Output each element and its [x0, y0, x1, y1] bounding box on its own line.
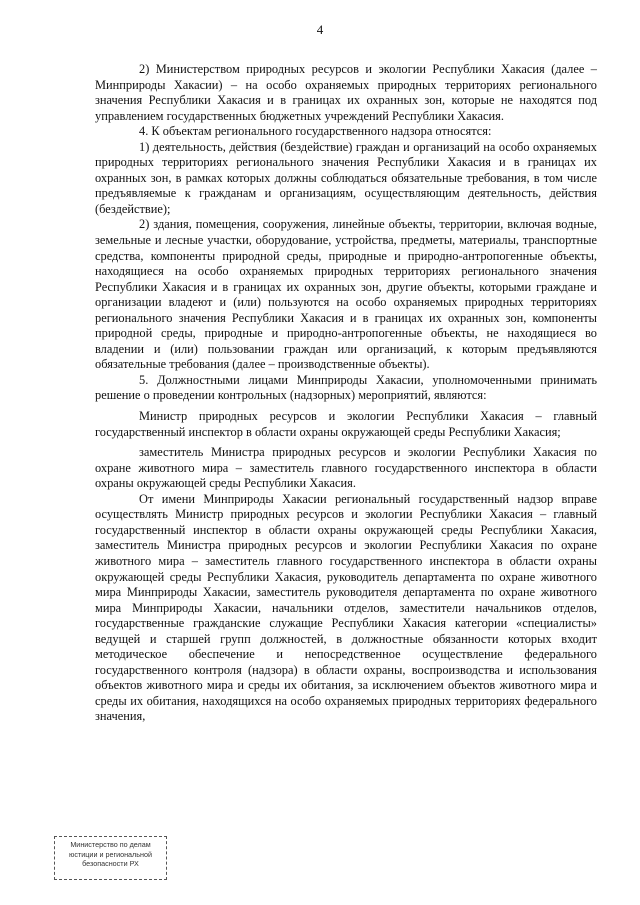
- paragraph-minister: Министр природных ресурсов и экологии Республики Хакасия – главный государственный инспектор в области охраны окружающей среды Республики Хакасия;: [95, 409, 597, 439]
- stamp-line: юстиции и региональной: [69, 849, 152, 859]
- paragraph-section-4: 4. К объектам регионального государственного надзора относятся:: [139, 124, 492, 139]
- page-number: 4: [316, 22, 324, 37]
- stamp-line: Министерство по делам: [70, 840, 151, 849]
- paragraph-supervision-officials: От имени Минприроды Хакасии региональный государственный надзор вправе осуществлять Министр природных ресурсов и экологии Республики Хакасия – главный государственный инспектор в области охраны окружающей среды Республики Хакасия, заместитель Министра природных ресурсов и экологии Республики Хакасия по охране животного мира – заместитель главного государственного инспектора в области охраны окружающей среды Республики Хакасия, руководитель департамента по охране животного мира Минприроды Хакасии, заместитель руководителя департамента по охране животного мира Минприроды Хакасии, начальники отделов, заместители начальников отделов, государственные гражданские служащие Республики Хакасия категории «специалисты» ведущей и старшей групп должностей, в должностные обязанности которых входит методическое обеспечение и непосредственное осуществление федерального государственного контроля (надзора) в области охраны, воспроизводства и использования объектов животного мира и среды их обитания, за исключением объектов животного мира и среды их обитания, находящихся на особо охраняемых природных территориях федерального значения,: [95, 491, 597, 724]
- paragraph-section-5: 5. Должностными лицами Минприроды Хакасии, уполномоченными принимать решение о проведении контрольных (надзорных) мероприятий, являются:: [95, 372, 597, 403]
- paragraph-item-2-objects: 2) здания, помещения, сооружения, линейные объекты, территории, включая водные, земельные и лесные участки, оборудование, устройства, предметы, материалы, транспортные средства, компоненты природной среды, природные и природно-антропогенные объекты, находящиеся на особо охраняемых природных территориях регионального значения Республики Хакасия и в границах их охранных зон, другие объекты, которыми граждане и организации владеют и (или) пользуются на особо охраняемых природных территориях регионального значения Республики Хакасия и в границах их охранных зон, компоненты природной среды, природные и природно-антропогенные объекты, не находящиеся во владении и (или) пользовании граждан или организаций, к которым предъявляются обязательные требования (далее – производственные объекты).: [95, 217, 597, 372]
- stamp-line: безопасности РХ: [82, 859, 139, 868]
- paragraph-item-2: 2) Министерством природных ресурсов и экологии Республики Хакасия (далее – Минприроды Хакасии) – на особо охраняемых природных территориях регионального значения Республики Хакасия и в границах их охранных зон, которые не находятся под управлением государственных бюджетных учреждений Республики Хакасия.: [95, 62, 597, 123]
- registration-stamp: [54, 836, 167, 880]
- paragraph-item-1: 1) деятельность, действия (бездействие) граждан и организаций на особо охраняемых природных территориях регионального значения Республики Хакасия и в границах их охранных зон, в рамках которых должны соблюдаться обязательные требования, в том числе предъявляемые к гражданам и организациям, осуществляющим деятельность, действия (бездействие);: [95, 139, 597, 216]
- paragraph-deputy-minister: заместитель Министра природных ресурсов и экологии Республики Хакасия по охране животного мира – заместитель главного государственного инспектора в области охраны окружающей среды Республики Хакасия.: [95, 445, 597, 491]
- document-body: [95, 62, 597, 725]
